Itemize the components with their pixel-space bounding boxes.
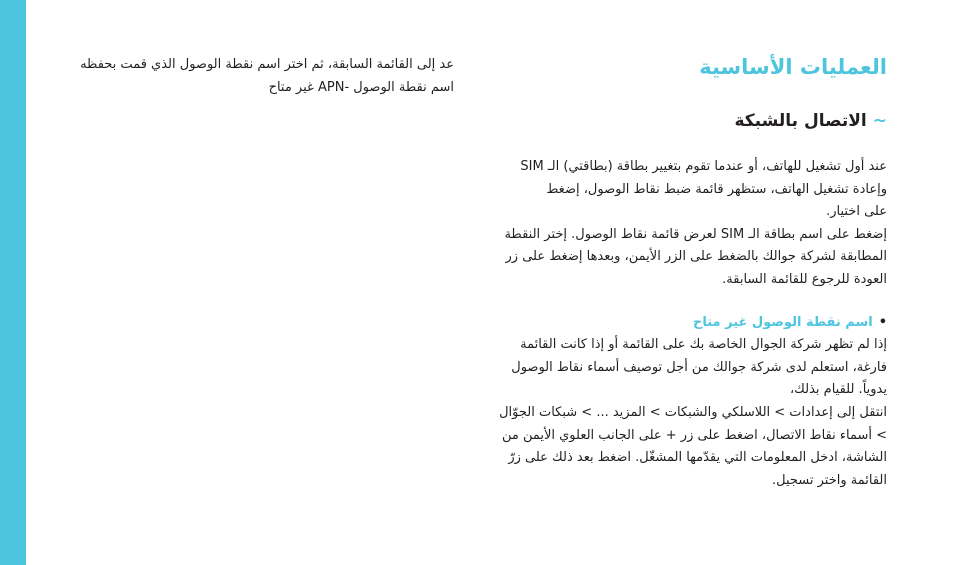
- subsection-title: الاتصال بالشبكة: [734, 111, 867, 131]
- intro-line: المطابقة لشركة جوالك بالضغط على الزر الأيمن، وبعدها إضغط على زر: [505, 249, 887, 265]
- bullet-line: إذا لم تظهر شركة الجوال الخاصة بك على القائمة أو إذا كانت القائمة: [520, 337, 887, 353]
- bullet-line: انتقل إلى إعدادات > اللاسلكي والشبكات > المزيد ... > شبكات الجوّال: [499, 404, 887, 420]
- bullet-dot-icon: •: [878, 314, 887, 330]
- intro-line: على اختيار.: [826, 204, 887, 220]
- bullet-line: فارغة، استعلم لدى شركة جوالك من أجل توصيف أسماء نقاط الوصول: [511, 359, 887, 375]
- secondary-line: عد إلى القائمة السابقة، ثم اختر اسم نقطة الوصول الذي قمت بحفظه: [80, 57, 454, 72]
- apn-unavailable-section: [487, 312, 887, 493]
- intro-line: إضغط على اسم بطاقة الـ SIM لعرض قائمة نقاط الوصول. إختر النقطة: [504, 226, 887, 242]
- intro-line: العودة للرجوع للقائمة السابقة.: [722, 271, 887, 287]
- bullet-line: القائمة واختر تسجيل.: [771, 472, 887, 488]
- accent-side-bar: [0, 0, 26, 565]
- intro-line: وإعادة تشغيل الهاتف، ستظهر قائمة ضبط نقاط الوصول، إضغط: [546, 181, 887, 197]
- tilde-marker-icon: ~: [872, 111, 887, 131]
- bullet-heading: [487, 312, 887, 335]
- bullet-line: > أسماء نقاط الاتصال، اضغط على زر + على الجانب العلوي الأيمن من: [501, 427, 887, 443]
- intro-paragraph: [487, 156, 887, 292]
- intro-line: عند أول تشغيل للهاتف، أو عندما تقوم بتغيير بطاقة (بطاقتي) الـ SIM: [520, 159, 887, 174]
- bullet-title: اسم نقطة الوصول غير متاح: [693, 314, 873, 330]
- bullet-line: يدوياً. للقيام بذلك،: [789, 382, 887, 398]
- section-title: العمليات الأساسية: [699, 55, 887, 79]
- bullet-line: الشاشة، ادخل المعلومات التي يقدّمها المشغّل. اضغط بعد ذلك على زرّ: [508, 450, 887, 466]
- secondary-line: اسم نقطة الوصول -APN غير متاح: [268, 80, 454, 95]
- bullet-paragraph: [487, 334, 887, 492]
- subsection-heading: [487, 108, 887, 134]
- secondary-column: [80, 53, 454, 99]
- main-column: [487, 52, 887, 492]
